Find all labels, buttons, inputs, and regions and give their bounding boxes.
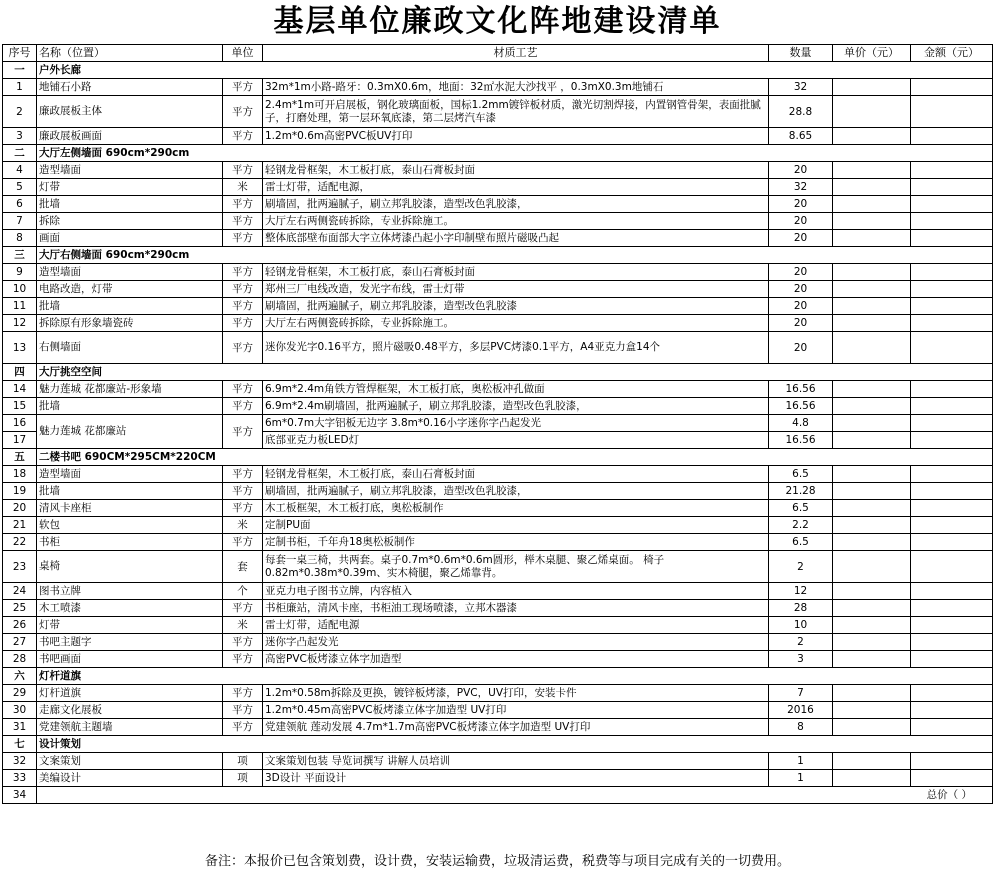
row-qty: 6.5 bbox=[769, 466, 833, 483]
header-row bbox=[3, 45, 993, 62]
table-row bbox=[3, 298, 993, 315]
section-row bbox=[3, 736, 993, 753]
table-row bbox=[3, 230, 993, 247]
row-amount bbox=[911, 600, 993, 617]
row-amount bbox=[911, 264, 993, 281]
row-price bbox=[833, 685, 911, 702]
total-price-label: 总价（ ） bbox=[37, 787, 993, 804]
row-material: 轻钢龙骨框架，木工板打底，泰山石膏板封面 bbox=[263, 264, 769, 281]
row-seq: 19 bbox=[3, 483, 37, 500]
row-material: 1.2m*0.45m高密PVC板烤漆立体字加造型 UV打印 bbox=[263, 702, 769, 719]
table-row bbox=[3, 702, 993, 719]
row-price bbox=[833, 213, 911, 230]
row-qty: 20 bbox=[769, 230, 833, 247]
row-amount bbox=[911, 315, 993, 332]
row-amount bbox=[911, 719, 993, 736]
row-material: 32m*1m小路-路牙：0.3mX0.6m，地面：32㎡水泥大沙找平 ，0.3mX0.3m地铺石 bbox=[263, 79, 769, 96]
row-name: 走廊文化展板 bbox=[37, 702, 223, 719]
row-amount bbox=[911, 281, 993, 298]
header-amount: 金额（元） bbox=[911, 45, 993, 62]
row-price bbox=[833, 196, 911, 213]
row-seq: 10 bbox=[3, 281, 37, 298]
row-material: 2.4m*1m可开启展板，钢化玻璃面板，国标1.2mm镀锌板材质，激光切割焊接，内置钢管骨架，表面批腻子，打磨处理，第一层环氧底漆，第二层烤汽车漆 bbox=[263, 96, 769, 128]
row-name: 木工喷漆 bbox=[37, 600, 223, 617]
header-qty: 数量 bbox=[769, 45, 833, 62]
row-name: 造型墙面 bbox=[37, 264, 223, 281]
row-unit: 平方 bbox=[223, 534, 263, 551]
row-name: 清风卡座柜 bbox=[37, 500, 223, 517]
row-amount bbox=[911, 381, 993, 398]
row-amount bbox=[911, 79, 993, 96]
row-name: 魅力莲城 花都廉站-形象墙 bbox=[37, 381, 223, 398]
row-name: 批墙 bbox=[37, 298, 223, 315]
total-seq: 34 bbox=[3, 787, 37, 804]
table-row bbox=[3, 96, 993, 128]
row-qty: 2 bbox=[769, 551, 833, 583]
row-seq: 8 bbox=[3, 230, 37, 247]
table-row bbox=[3, 551, 993, 583]
row-qty: 20 bbox=[769, 298, 833, 315]
row-seq: 30 bbox=[3, 702, 37, 719]
row-material: 刷墙固，批两遍腻子，刷立邦乳胶漆，造型改色乳胶漆 bbox=[263, 298, 769, 315]
row-amount bbox=[911, 466, 993, 483]
row-qty: 16.56 bbox=[769, 381, 833, 398]
row-price bbox=[833, 719, 911, 736]
row-price bbox=[833, 398, 911, 415]
row-unit: 平方 bbox=[223, 96, 263, 128]
table-row bbox=[3, 281, 993, 298]
section-row bbox=[3, 62, 993, 79]
row-name: 党建领航主题墙 bbox=[37, 719, 223, 736]
row-unit: 平方 bbox=[223, 213, 263, 230]
section-number: 七 bbox=[3, 736, 37, 753]
row-material: 整体底部壁布面部大字立体烤漆凸起小字印制壁布照片磁吸凸起 bbox=[263, 230, 769, 247]
row-material: 定制书柜，千年舟18奥松板制作 bbox=[263, 534, 769, 551]
row-price bbox=[833, 281, 911, 298]
row-unit: 平方 bbox=[223, 719, 263, 736]
row-amount bbox=[911, 179, 993, 196]
section-title: 二楼书吧 690CM*295CM*220CM bbox=[37, 449, 993, 466]
table-row bbox=[3, 79, 993, 96]
row-qty: 7 bbox=[769, 685, 833, 702]
row-name: 魅力莲城 花都廉站 bbox=[37, 415, 223, 449]
row-unit: 项 bbox=[223, 770, 263, 787]
row-seq: 24 bbox=[3, 583, 37, 600]
row-qty: 20 bbox=[769, 315, 833, 332]
row-price bbox=[833, 466, 911, 483]
row-price bbox=[833, 230, 911, 247]
row-unit: 平方 bbox=[223, 381, 263, 398]
section-number: 五 bbox=[3, 449, 37, 466]
table-row bbox=[3, 264, 993, 281]
row-amount bbox=[911, 213, 993, 230]
row-material: 亚克力电子图书立牌，内容植入 bbox=[263, 583, 769, 600]
row-amount bbox=[911, 128, 993, 145]
row-unit: 平方 bbox=[223, 281, 263, 298]
table-row bbox=[3, 179, 993, 196]
row-material: 大厅左右两侧瓷砖拆除，专业拆除施工。 bbox=[263, 213, 769, 230]
row-unit: 米 bbox=[223, 617, 263, 634]
row-unit: 平方 bbox=[223, 500, 263, 517]
row-qty: 8.65 bbox=[769, 128, 833, 145]
row-material: 大厅左右两侧瓷砖拆除，专业拆除施工。 bbox=[263, 315, 769, 332]
table-row bbox=[3, 415, 993, 432]
table-row bbox=[3, 770, 993, 787]
row-unit: 平方 bbox=[223, 162, 263, 179]
row-material: 党建领航 莲动发展 4.7m*1.7m高密PVC板烤漆立体字加造型 UV打印 bbox=[263, 719, 769, 736]
table-row bbox=[3, 315, 993, 332]
row-amount bbox=[911, 583, 993, 600]
row-unit: 套 bbox=[223, 551, 263, 583]
table-row bbox=[3, 500, 993, 517]
row-seq: 2 bbox=[3, 96, 37, 128]
row-qty: 16.56 bbox=[769, 432, 833, 449]
row-amount bbox=[911, 398, 993, 415]
row-material: 书柜廉站，清风卡座，书柜油工现场喷漆，立邦木器漆 bbox=[263, 600, 769, 617]
row-amount bbox=[911, 634, 993, 651]
row-unit: 平方 bbox=[223, 685, 263, 702]
row-price bbox=[833, 432, 911, 449]
row-price bbox=[833, 617, 911, 634]
row-price bbox=[833, 128, 911, 145]
row-seq: 20 bbox=[3, 500, 37, 517]
row-seq: 16 bbox=[3, 415, 37, 432]
row-seq: 5 bbox=[3, 179, 37, 196]
quotation-table bbox=[2, 44, 993, 804]
row-price bbox=[833, 651, 911, 668]
table-row bbox=[3, 634, 993, 651]
row-name: 造型墙面 bbox=[37, 162, 223, 179]
row-price bbox=[833, 162, 911, 179]
row-unit: 平方 bbox=[223, 128, 263, 145]
row-amount bbox=[911, 753, 993, 770]
row-qty: 32 bbox=[769, 179, 833, 196]
section-number: 一 bbox=[3, 62, 37, 79]
row-seq: 31 bbox=[3, 719, 37, 736]
row-qty: 6.5 bbox=[769, 500, 833, 517]
row-qty: 28 bbox=[769, 600, 833, 617]
row-name: 书柜 bbox=[37, 534, 223, 551]
row-name: 画面 bbox=[37, 230, 223, 247]
row-seq: 22 bbox=[3, 534, 37, 551]
table-row bbox=[3, 162, 993, 179]
row-qty: 20 bbox=[769, 332, 833, 364]
header-name: 名称（位置） bbox=[37, 45, 223, 62]
table-row bbox=[3, 128, 993, 145]
row-name: 美编设计 bbox=[37, 770, 223, 787]
row-amount bbox=[911, 702, 993, 719]
row-unit: 米 bbox=[223, 179, 263, 196]
row-material: 雷士灯带，适配电源， bbox=[263, 179, 769, 196]
row-material: 6.9m*2.4m角铁方管焊框架，木工板打底，奥松板冲孔做面 bbox=[263, 381, 769, 398]
row-price bbox=[833, 551, 911, 583]
row-name: 批墙 bbox=[37, 398, 223, 415]
row-price bbox=[833, 770, 911, 787]
row-material: 高密PVC板烤漆立体字加造型 bbox=[263, 651, 769, 668]
row-amount bbox=[911, 196, 993, 213]
row-price bbox=[833, 517, 911, 534]
row-unit: 平方 bbox=[223, 600, 263, 617]
row-material: 3D设计 平面设计 bbox=[263, 770, 769, 787]
row-seq: 33 bbox=[3, 770, 37, 787]
row-qty: 20 bbox=[769, 213, 833, 230]
row-price bbox=[833, 483, 911, 500]
row-name: 灯带 bbox=[37, 617, 223, 634]
row-seq: 15 bbox=[3, 398, 37, 415]
row-seq: 7 bbox=[3, 213, 37, 230]
table-row bbox=[3, 753, 993, 770]
row-seq: 11 bbox=[3, 298, 37, 315]
row-amount bbox=[911, 483, 993, 500]
row-unit: 平方 bbox=[223, 634, 263, 651]
row-name: 书吧主题字 bbox=[37, 634, 223, 651]
row-qty: 6.5 bbox=[769, 534, 833, 551]
table-row bbox=[3, 685, 993, 702]
row-amount bbox=[911, 96, 993, 128]
section-row bbox=[3, 145, 993, 162]
row-amount bbox=[911, 298, 993, 315]
row-unit: 平方 bbox=[223, 332, 263, 364]
section-title: 灯杆道旗 bbox=[37, 668, 993, 685]
table-row bbox=[3, 534, 993, 551]
row-qty: 16.56 bbox=[769, 398, 833, 415]
row-amount bbox=[911, 332, 993, 364]
row-name: 右侧墙面 bbox=[37, 332, 223, 364]
row-name: 批墙 bbox=[37, 483, 223, 500]
row-unit: 米 bbox=[223, 517, 263, 534]
row-unit: 平方 bbox=[223, 298, 263, 315]
row-amount bbox=[911, 534, 993, 551]
section-number: 四 bbox=[3, 364, 37, 381]
row-price bbox=[833, 583, 911, 600]
row-seq: 21 bbox=[3, 517, 37, 534]
section-row bbox=[3, 668, 993, 685]
row-seq: 14 bbox=[3, 381, 37, 398]
row-price bbox=[833, 96, 911, 128]
row-name: 廉政展板主体 bbox=[37, 96, 223, 128]
row-name: 电路改造，灯带 bbox=[37, 281, 223, 298]
row-seq: 6 bbox=[3, 196, 37, 213]
section-title: 设计策划 bbox=[37, 736, 993, 753]
row-amount bbox=[911, 517, 993, 534]
table-row bbox=[3, 583, 993, 600]
row-unit: 平方 bbox=[223, 264, 263, 281]
table-row bbox=[3, 600, 993, 617]
row-seq: 9 bbox=[3, 264, 37, 281]
total-row bbox=[3, 787, 993, 804]
row-name: 桌椅 bbox=[37, 551, 223, 583]
section-title: 大厅左侧墙面 690cm*290cm bbox=[37, 145, 993, 162]
section-title: 大厅右侧墙面 690cm*290cm bbox=[37, 247, 993, 264]
row-qty: 1 bbox=[769, 770, 833, 787]
row-qty: 2.2 bbox=[769, 517, 833, 534]
row-unit: 平方 bbox=[223, 651, 263, 668]
table-row bbox=[3, 381, 993, 398]
row-material: 迷你发光字0.16平方，照片磁吸0.48平方，多层PVC烤漆0.1平方，A4亚克力盒14个 bbox=[263, 332, 769, 364]
row-qty: 10 bbox=[769, 617, 833, 634]
table-row bbox=[3, 517, 993, 534]
row-seq: 18 bbox=[3, 466, 37, 483]
row-amount bbox=[911, 230, 993, 247]
row-amount bbox=[911, 162, 993, 179]
row-name: 拆除原有形象墙瓷砖 bbox=[37, 315, 223, 332]
row-amount bbox=[911, 432, 993, 449]
row-name: 书吧画面 bbox=[37, 651, 223, 668]
row-unit: 平方 bbox=[223, 196, 263, 213]
row-price bbox=[833, 534, 911, 551]
table-row bbox=[3, 196, 993, 213]
section-row bbox=[3, 247, 993, 264]
header-unit: 单位 bbox=[223, 45, 263, 62]
remark-note: 备注：本报价已包含策划费，设计费，安装运输费，垃圾清运费，税费等与项目完成有关的一切费用。 bbox=[204, 854, 790, 869]
row-unit: 平方 bbox=[223, 483, 263, 500]
row-seq: 28 bbox=[3, 651, 37, 668]
row-material: 刷墙固，批两遍腻子，刷立邦乳胶漆，造型改色乳胶漆， bbox=[263, 196, 769, 213]
row-price bbox=[833, 298, 911, 315]
row-name: 灯杆道旗 bbox=[37, 685, 223, 702]
row-price bbox=[833, 332, 911, 364]
row-qty: 20 bbox=[769, 281, 833, 298]
row-unit: 项 bbox=[223, 753, 263, 770]
section-row bbox=[3, 364, 993, 381]
row-unit: 个 bbox=[223, 583, 263, 600]
row-price bbox=[833, 415, 911, 432]
row-seq: 1 bbox=[3, 79, 37, 96]
table-row bbox=[3, 719, 993, 736]
header-material: 材质工艺 bbox=[263, 45, 769, 62]
row-material: 每套一桌三椅，共两套。桌子0.7m*0.6m*0.6m圆形，榉木桌腿、聚乙烯桌面。 椅子0.82m*0.38m*0.39m、实木椅腿，聚乙烯靠背。 bbox=[263, 551, 769, 583]
row-qty: 20 bbox=[769, 264, 833, 281]
row-material: 木工板框架，木工板打底，奥松板制作 bbox=[263, 500, 769, 517]
table-row bbox=[3, 466, 993, 483]
row-seq: 17 bbox=[3, 432, 37, 449]
row-material: 1.2m*0.6m高密PVC板UV打印 bbox=[263, 128, 769, 145]
row-name: 软包 bbox=[37, 517, 223, 534]
section-title: 户外长廊 bbox=[37, 62, 993, 79]
row-qty: 20 bbox=[769, 196, 833, 213]
table-row bbox=[3, 483, 993, 500]
row-amount bbox=[911, 651, 993, 668]
row-price bbox=[833, 634, 911, 651]
row-seq: 26 bbox=[3, 617, 37, 634]
row-seq: 3 bbox=[3, 128, 37, 145]
row-unit: 平方 bbox=[223, 230, 263, 247]
row-seq: 23 bbox=[3, 551, 37, 583]
row-qty: 20 bbox=[769, 162, 833, 179]
section-number: 六 bbox=[3, 668, 37, 685]
row-amount bbox=[911, 415, 993, 432]
table-row bbox=[3, 398, 993, 415]
row-unit: 平方 bbox=[223, 415, 263, 449]
row-seq: 25 bbox=[3, 600, 37, 617]
row-name: 地铺石小路 bbox=[37, 79, 223, 96]
row-price bbox=[833, 79, 911, 96]
row-price bbox=[833, 315, 911, 332]
row-material: 轻钢龙骨框架，木工板打底，泰山石膏板封面 bbox=[263, 466, 769, 483]
row-qty: 28.8 bbox=[769, 96, 833, 128]
row-qty: 3 bbox=[769, 651, 833, 668]
row-unit: 平方 bbox=[223, 315, 263, 332]
row-name: 灯带 bbox=[37, 179, 223, 196]
sheet-title: 基层单位廉政文化阵地建设清单 bbox=[273, 4, 722, 39]
row-price bbox=[833, 753, 911, 770]
row-material: 文案策划包装 导览词撰写 讲解人员培训 bbox=[263, 753, 769, 770]
row-price bbox=[833, 702, 911, 719]
row-name: 拆除 bbox=[37, 213, 223, 230]
row-unit: 平方 bbox=[223, 466, 263, 483]
row-name: 造型墙面 bbox=[37, 466, 223, 483]
row-price bbox=[833, 381, 911, 398]
row-price bbox=[833, 179, 911, 196]
row-seq: 27 bbox=[3, 634, 37, 651]
row-unit: 平方 bbox=[223, 702, 263, 719]
row-seq: 13 bbox=[3, 332, 37, 364]
section-number: 二 bbox=[3, 145, 37, 162]
row-price bbox=[833, 500, 911, 517]
row-price bbox=[833, 600, 911, 617]
row-amount bbox=[911, 770, 993, 787]
row-qty: 32 bbox=[769, 79, 833, 96]
row-material: 郑州三厂电线改造，发光字布线，雷士灯带 bbox=[263, 281, 769, 298]
row-material: 底部亚克力板LED灯 bbox=[263, 432, 769, 449]
row-qty: 4.8 bbox=[769, 415, 833, 432]
header-seq: 序号 bbox=[3, 45, 37, 62]
row-material: 6.9m*2.4m刷墙固，批两遍腻子，刷立邦乳胶漆，造型改色乳胶漆， bbox=[263, 398, 769, 415]
row-qty: 21.28 bbox=[769, 483, 833, 500]
row-qty: 8 bbox=[769, 719, 833, 736]
row-material: 轻钢龙骨框架，木工板打底，泰山石膏板封面 bbox=[263, 162, 769, 179]
row-material: 刷墙固，批两遍腻子，刷立邦乳胶漆，造型改色乳胶漆， bbox=[263, 483, 769, 500]
row-material: 定制PU面 bbox=[263, 517, 769, 534]
row-qty: 12 bbox=[769, 583, 833, 600]
row-name: 廉政展板画面 bbox=[37, 128, 223, 145]
row-material: 6m*0.7m大字铝板无边字 3.8m*0.16小字迷你字凸起发光 bbox=[263, 415, 769, 432]
table-row bbox=[3, 332, 993, 364]
section-row bbox=[3, 449, 993, 466]
row-material: 雷士灯带，适配电源 bbox=[263, 617, 769, 634]
row-qty: 1 bbox=[769, 753, 833, 770]
row-unit: 平方 bbox=[223, 79, 263, 96]
row-qty: 2016 bbox=[769, 702, 833, 719]
row-qty: 2 bbox=[769, 634, 833, 651]
row-amount bbox=[911, 685, 993, 702]
row-amount bbox=[911, 617, 993, 634]
section-title: 大厅挑空空间 bbox=[37, 364, 993, 381]
row-amount bbox=[911, 551, 993, 583]
table-row bbox=[3, 651, 993, 668]
section-number: 三 bbox=[3, 247, 37, 264]
table-row bbox=[3, 213, 993, 230]
row-seq: 32 bbox=[3, 753, 37, 770]
row-price bbox=[833, 264, 911, 281]
row-unit: 平方 bbox=[223, 398, 263, 415]
row-seq: 12 bbox=[3, 315, 37, 332]
row-material: 1.2m*0.58m拆除及更换，镀锌板烤漆，PVC，UV打印，安装卡件 bbox=[263, 685, 769, 702]
row-name: 文案策划 bbox=[37, 753, 223, 770]
row-material: 迷你字凸起发光 bbox=[263, 634, 769, 651]
row-seq: 29 bbox=[3, 685, 37, 702]
row-name: 批墙 bbox=[37, 196, 223, 213]
row-amount bbox=[911, 500, 993, 517]
row-name: 图书立牌 bbox=[37, 583, 223, 600]
table-row bbox=[3, 617, 993, 634]
row-seq: 4 bbox=[3, 162, 37, 179]
header-price: 单价（元） bbox=[833, 45, 911, 62]
